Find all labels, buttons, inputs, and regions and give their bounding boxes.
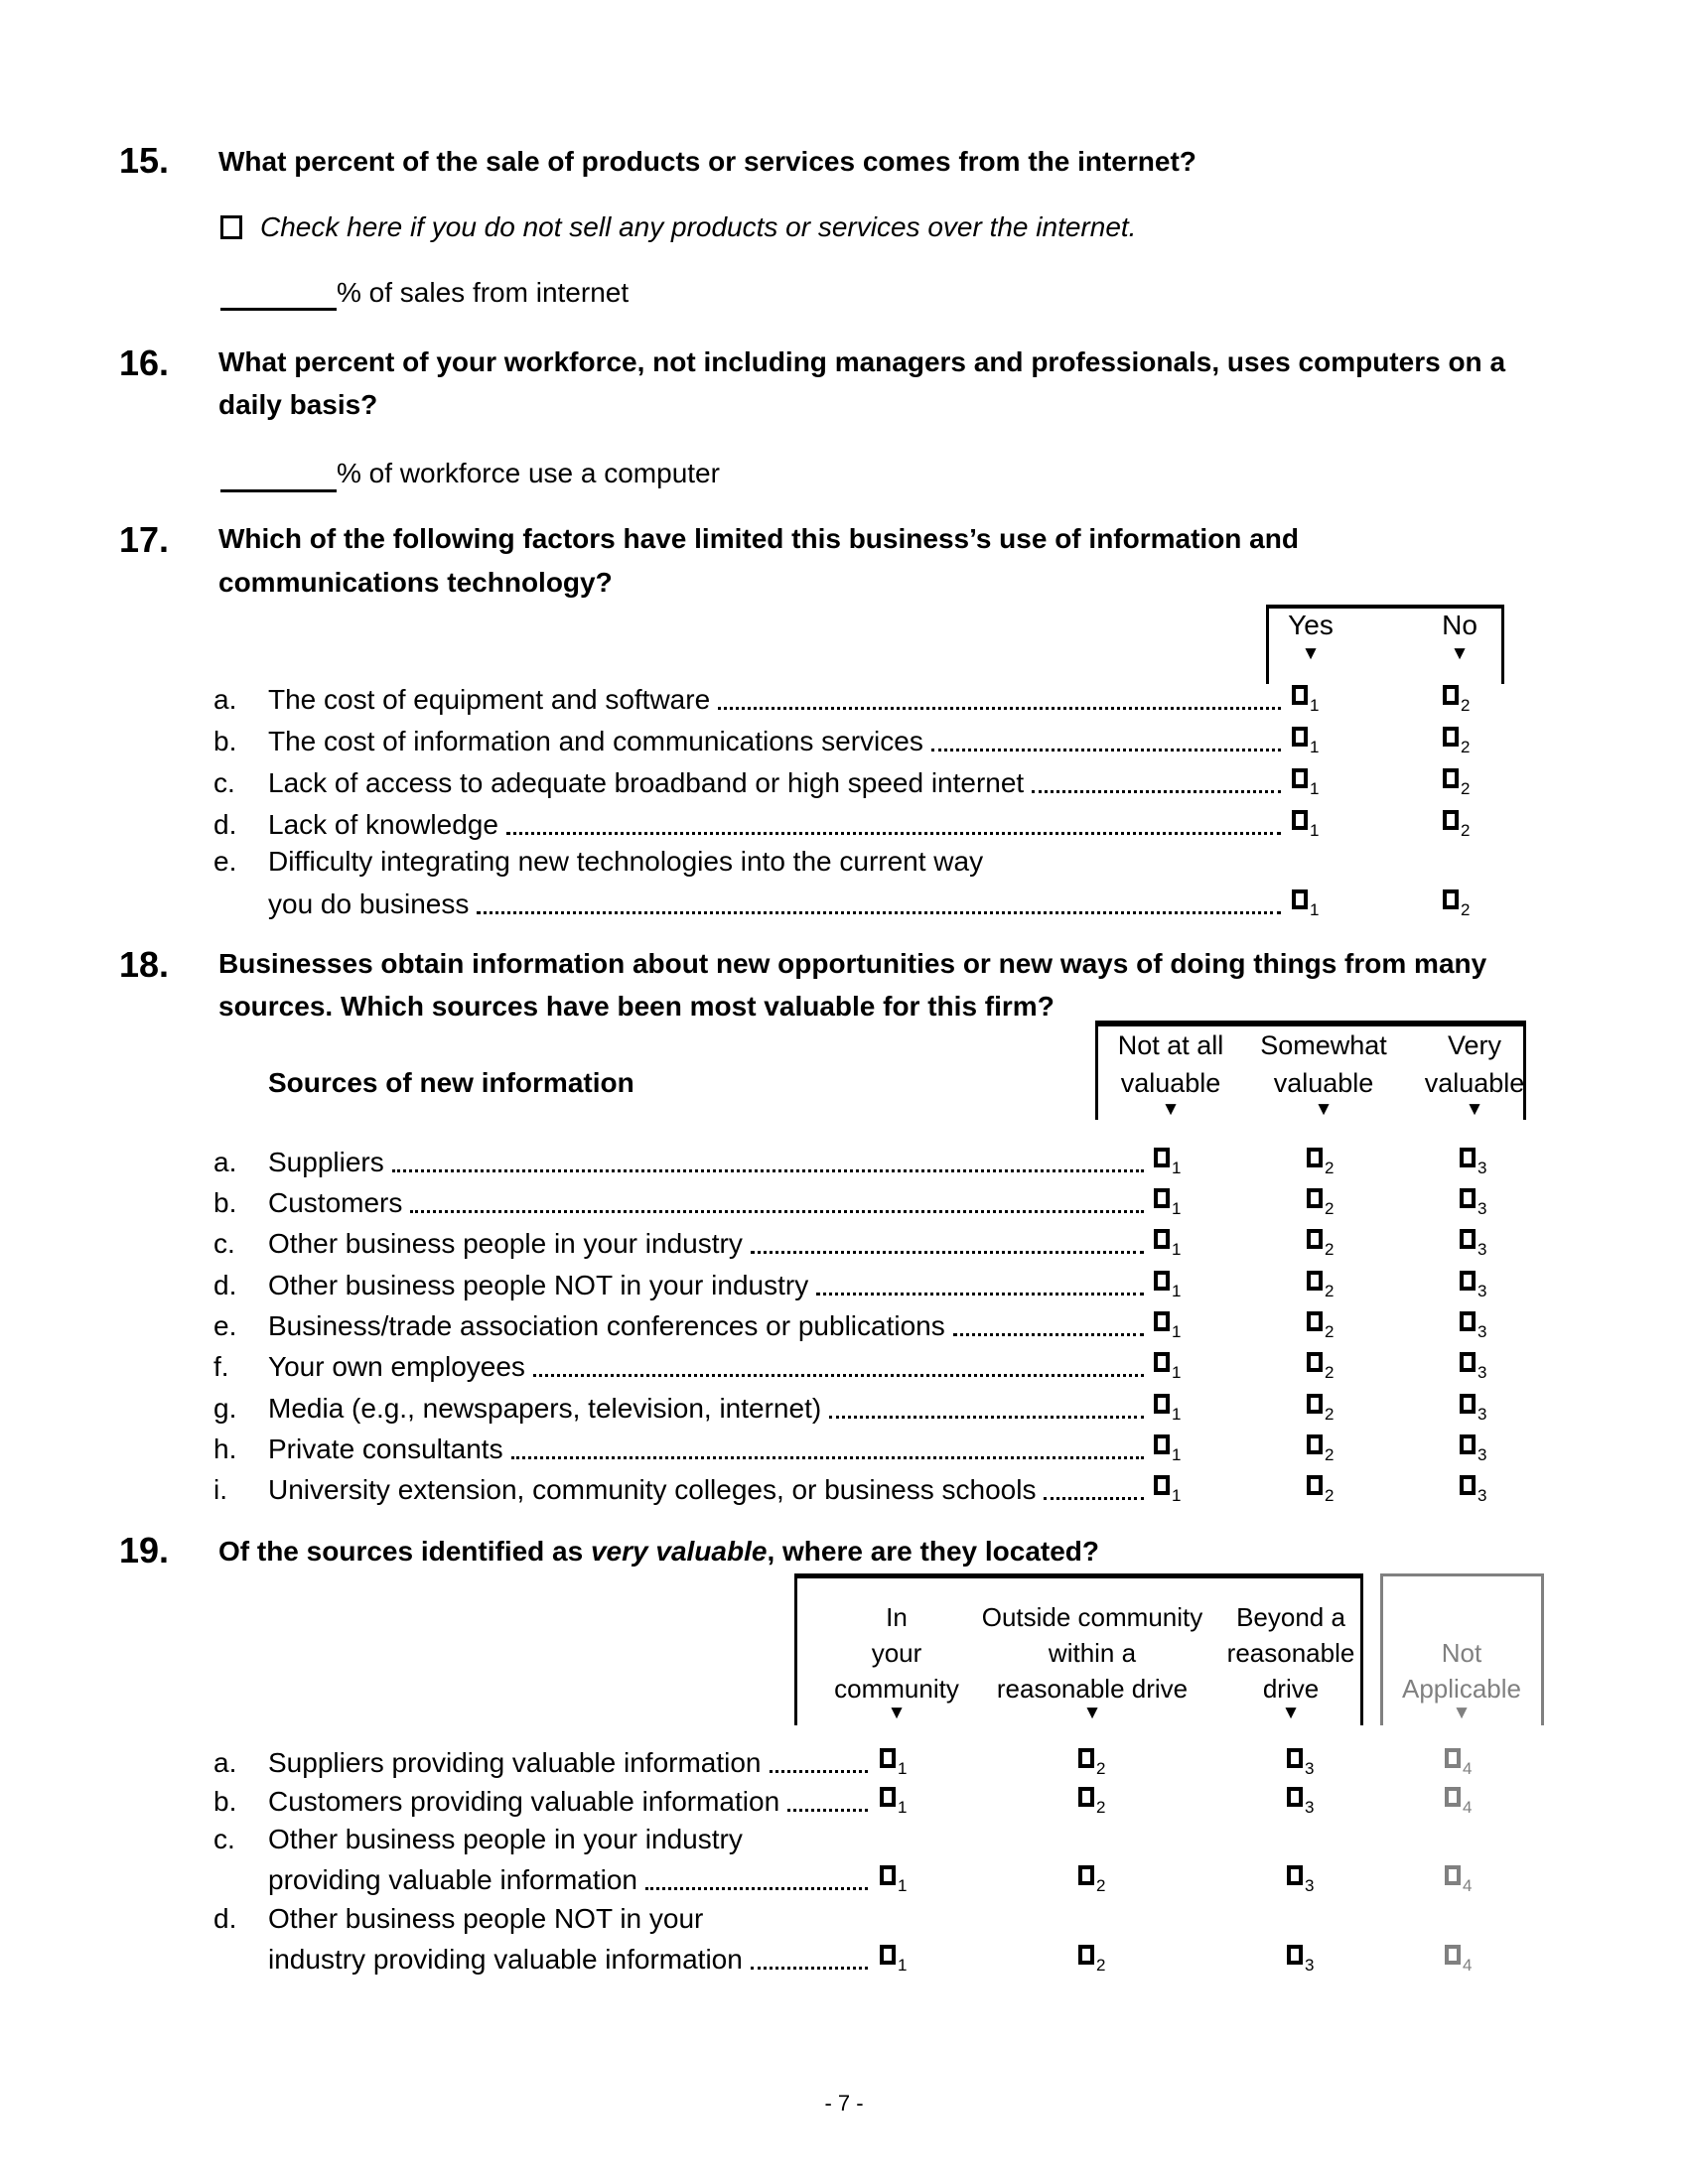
item-label: Private consultants <box>268 1433 503 1464</box>
checkbox[interactable]: 3 <box>1460 1271 1486 1300</box>
checkbox[interactable]: 1 <box>880 1748 907 1778</box>
dotted-leader <box>829 1416 1144 1419</box>
item-letter: d. <box>213 1903 237 1934</box>
item-letter: c. <box>213 1824 235 1854</box>
q18-row-g <box>213 1392 1150 1426</box>
down-arrow-icon: ▼ <box>1465 1099 1484 1120</box>
q18-header-col1-line2: valuable <box>1120 1068 1221 1098</box>
item-label: you do business <box>268 888 470 919</box>
checkbox[interactable]: 1 <box>880 1865 907 1895</box>
q15-percent-blank[interactable] <box>220 308 337 311</box>
checkbox[interactable]: 2 <box>1078 1748 1105 1778</box>
q19-header-col3-line3: drive <box>1262 1674 1320 1704</box>
item-label: Your own employees <box>268 1351 525 1382</box>
checkbox[interactable]: 1 <box>1154 1352 1181 1382</box>
checkbox[interactable]: 1 <box>1154 1229 1181 1259</box>
item-label: Lack of knowledge <box>268 809 498 840</box>
q17-row-d <box>213 808 1287 842</box>
checkbox[interactable]: 4 <box>1445 1945 1472 1975</box>
dotted-leader <box>953 1333 1144 1336</box>
dotted-leader <box>506 832 1281 835</box>
q19-header-col4-line2: Applicable <box>1402 1674 1521 1704</box>
down-arrow-icon: ▼ <box>887 1703 907 1723</box>
q18-row-h <box>213 1433 1150 1466</box>
q15-question: What percent of the sale of products or services comes from the internet? <box>218 146 1196 177</box>
item-letter: a. <box>213 1147 237 1177</box>
q15-optout-checkbox[interactable] <box>220 215 242 239</box>
checkbox[interactable]: 2 <box>1443 685 1470 715</box>
q18-row-i <box>213 1473 1150 1507</box>
item-label: Other business people NOT in your <box>268 1903 704 1934</box>
checkbox[interactable]: 1 <box>880 1945 907 1975</box>
page-number: - 7 - <box>824 2091 864 2116</box>
item-label: Other business people NOT in your industry <box>268 1270 809 1300</box>
q18-row-d <box>213 1269 1150 1302</box>
q19-row-c-line1 <box>213 1823 874 1856</box>
item-letter: b. <box>213 726 237 756</box>
q19-header-col2-line3: reasonable drive <box>996 1674 1189 1704</box>
item-letter: a. <box>213 684 237 715</box>
checkbox[interactable]: 2 <box>1307 1475 1334 1505</box>
checkbox[interactable]: 2 <box>1307 1311 1334 1341</box>
q18-header-col3-line1: Very <box>1447 1030 1502 1060</box>
q19-header-col2-line2: within a <box>1048 1638 1137 1668</box>
checkbox[interactable]: 4 <box>1445 1787 1472 1817</box>
q18-row-a <box>213 1146 1150 1179</box>
checkbox[interactable]: 1 <box>1154 1188 1181 1218</box>
q17-row-b <box>213 725 1287 758</box>
q17-row-e-line1 <box>213 845 1287 879</box>
q19-row-d-line1 <box>213 1902 874 1936</box>
dotted-leader <box>751 1967 868 1970</box>
checkbox[interactable]: 2 <box>1078 1787 1105 1817</box>
item-label: The cost of information and communications services <box>268 726 923 756</box>
q17-question-line1: Which of the following factors have limited this business’s use of information and <box>218 523 1299 554</box>
checkbox[interactable]: 3 <box>1460 1229 1486 1259</box>
checkbox[interactable]: 1 <box>1154 1434 1181 1464</box>
down-arrow-icon: ▼ <box>1161 1099 1181 1120</box>
q18-row-c <box>213 1227 1150 1261</box>
checkbox[interactable]: 3 <box>1460 1352 1486 1382</box>
q19-row-c-line2 <box>213 1863 874 1897</box>
item-label: Difficulty integrating new technologies into the current way <box>268 846 984 877</box>
dotted-leader <box>931 749 1281 751</box>
checkbox[interactable]: 1 <box>1292 685 1319 715</box>
item-letter: i. <box>213 1474 227 1505</box>
q15-optout-row <box>220 210 1136 244</box>
q19-header-col3-line1: Beyond a <box>1236 1602 1345 1632</box>
checkbox[interactable]: 1 <box>1154 1475 1181 1505</box>
q17-header-yes: Yes <box>1288 610 1334 640</box>
q18-row-b <box>213 1186 1150 1220</box>
q16-question-line2: daily basis? <box>218 389 378 420</box>
checkbox[interactable]: 2 <box>1307 1352 1334 1382</box>
checkbox[interactable]: 2 <box>1078 1945 1105 1975</box>
checkbox[interactable]: 3 <box>1460 1434 1486 1464</box>
item-label: Media (e.g., newspapers, television, internet) <box>268 1393 822 1424</box>
checkbox[interactable]: 3 <box>1460 1188 1486 1218</box>
dotted-leader <box>770 1770 868 1773</box>
checkbox[interactable]: 1 <box>1154 1311 1181 1341</box>
q15-percent-label: % of sales from internet <box>337 277 630 308</box>
dotted-leader <box>787 1809 868 1812</box>
q17-question-line2: communications technology? <box>218 567 613 598</box>
dotted-leader <box>533 1374 1144 1377</box>
dotted-leader <box>718 707 1281 710</box>
checkbox[interactable]: 1 <box>880 1787 907 1817</box>
q15-optout-label: Check here if you do not sell any products or services over the internet. <box>260 211 1137 242</box>
down-arrow-icon: ▼ <box>1281 1703 1301 1723</box>
dotted-leader <box>1044 1497 1144 1500</box>
checkbox[interactable]: 3 <box>1287 1865 1314 1895</box>
item-letter: c. <box>213 767 235 798</box>
checkbox[interactable]: 1 <box>1292 768 1319 798</box>
checkbox[interactable]: 1 <box>1292 810 1319 840</box>
item-letter: d. <box>213 809 237 840</box>
checkbox[interactable]: 2 <box>1307 1394 1334 1424</box>
dotted-leader <box>410 1210 1144 1213</box>
q19-row-b <box>213 1785 874 1819</box>
down-arrow-icon: ▼ <box>1082 1703 1102 1723</box>
q18-question-line2: sources. Which sources have been most valuable for this firm? <box>218 991 1055 1022</box>
checkbox[interactable]: 1 <box>1292 889 1319 919</box>
item-label: industry providing valuable information <box>268 1944 743 1975</box>
item-letter: b. <box>213 1786 237 1817</box>
item-label: Other business people in your industry <box>268 1824 743 1854</box>
q18-row-f <box>213 1350 1150 1384</box>
q19-header-col3-line2: reasonable <box>1226 1638 1355 1668</box>
item-label: University extension, community colleges, or business schools <box>268 1474 1037 1505</box>
q16-question-line1: What percent of your workforce, not including managers and professionals, uses computers on a <box>218 346 1506 377</box>
q18-row-e <box>213 1309 1150 1343</box>
q17-row-e-line2 <box>213 887 1287 921</box>
dotted-leader <box>392 1169 1144 1172</box>
q16-percent-blank[interactable] <box>220 489 337 492</box>
q19-number: 19. <box>119 1530 170 1570</box>
q15-number: 15. <box>119 140 170 181</box>
q19-header-col1-line1: In <box>886 1602 908 1632</box>
q19-header-col2-line1: Outside community <box>981 1602 1203 1632</box>
item-letter: f. <box>213 1351 229 1382</box>
item-label: Customers providing valuable information <box>268 1786 780 1817</box>
checkbox[interactable]: 2 <box>1078 1865 1105 1895</box>
item-label: Customers <box>268 1187 403 1218</box>
q19-row-a <box>213 1746 874 1780</box>
item-label: providing valuable information <box>268 1864 637 1895</box>
item-letter: d. <box>213 1270 237 1300</box>
item-letter: e. <box>213 1310 237 1341</box>
item-label: Suppliers <box>268 1147 384 1177</box>
q17-row-a <box>213 683 1287 717</box>
checkbox[interactable]: 3 <box>1287 1945 1314 1975</box>
down-arrow-icon: ▼ <box>1301 643 1321 664</box>
checkbox[interactable]: 2 <box>1307 1271 1334 1300</box>
q18-question-line1: Businesses obtain information about new opportunities or new ways of doing things from many <box>218 948 1487 979</box>
checkbox[interactable]: 4 <box>1445 1865 1472 1895</box>
q18-header-col1-line1: Not at all <box>1117 1030 1224 1060</box>
checkbox[interactable]: 2 <box>1307 1148 1334 1177</box>
q16-percent-label: % of workforce use a computer <box>337 458 720 488</box>
item-label: Other business people in your industry <box>268 1228 743 1259</box>
q19-question: Of the sources identified as very valuable, where are they located? <box>218 1536 1100 1567</box>
checkbox[interactable]: 1 <box>1292 727 1319 756</box>
q19-header-col4-line1: Not <box>1441 1638 1482 1668</box>
checkbox[interactable]: 2 <box>1307 1188 1334 1218</box>
checkbox[interactable]: 2 <box>1307 1434 1334 1464</box>
checkbox[interactable]: 2 <box>1443 768 1470 798</box>
checkbox[interactable]: 1 <box>1154 1148 1181 1177</box>
dotted-leader <box>477 911 1281 914</box>
q19-row-d-line2 <box>213 1943 874 1977</box>
checkbox[interactable]: 2 <box>1443 727 1470 756</box>
item-letter: h. <box>213 1433 237 1464</box>
checkbox[interactable]: 2 <box>1443 889 1470 919</box>
item-label: Lack of access to adequate broadband or high speed internet <box>268 767 1025 798</box>
item-label: The cost of equipment and software <box>268 684 711 715</box>
checkbox[interactable]: 3 <box>1287 1787 1314 1817</box>
q18-row-header: Sources of new information <box>268 1067 634 1098</box>
item-label: Business/trade association conferences or publications <box>268 1310 945 1341</box>
q18-number: 18. <box>119 944 170 985</box>
item-letter: g. <box>213 1393 237 1424</box>
q17-header-no: No <box>1442 610 1477 640</box>
q18-header-col2-line2: valuable <box>1273 1068 1374 1098</box>
checkbox[interactable]: 4 <box>1445 1748 1472 1778</box>
checkbox[interactable]: 3 <box>1460 1394 1486 1424</box>
checkbox[interactable]: 3 <box>1287 1748 1314 1778</box>
dotted-leader <box>816 1293 1144 1296</box>
checkbox[interactable]: 3 <box>1460 1148 1486 1177</box>
item-letter: b. <box>213 1187 237 1218</box>
dotted-leader <box>751 1251 1144 1254</box>
q16-number: 16. <box>119 342 170 383</box>
checkbox[interactable]: 2 <box>1443 810 1470 840</box>
q18-header-col3-line2: valuable <box>1424 1068 1525 1098</box>
q18-header-col2-line1: Somewhat <box>1260 1030 1387 1060</box>
down-arrow-icon: ▼ <box>1450 643 1470 664</box>
down-arrow-icon: ▼ <box>1314 1099 1334 1120</box>
checkbox[interactable]: 3 <box>1460 1475 1486 1505</box>
checkbox[interactable]: 2 <box>1307 1229 1334 1259</box>
down-arrow-icon: ▼ <box>1452 1703 1472 1723</box>
q19-header-col1-line2: your <box>871 1638 922 1668</box>
dotted-leader <box>645 1887 868 1890</box>
q19-header-col1-line3: community <box>834 1674 959 1704</box>
dotted-leader <box>1032 790 1281 793</box>
dotted-leader <box>511 1456 1144 1459</box>
checkbox[interactable]: 1 <box>1154 1394 1181 1424</box>
item-letter: e. <box>213 846 237 877</box>
item-label: Suppliers providing valuable information <box>268 1747 762 1778</box>
item-letter: a. <box>213 1747 237 1778</box>
checkbox[interactable]: 1 <box>1154 1271 1181 1300</box>
q17-row-c <box>213 766 1287 800</box>
q17-number: 17. <box>119 519 170 560</box>
checkbox[interactable]: 3 <box>1460 1311 1486 1341</box>
q19-question-emphasis: very valuable <box>590 1536 768 1567</box>
item-letter: c. <box>213 1228 235 1259</box>
